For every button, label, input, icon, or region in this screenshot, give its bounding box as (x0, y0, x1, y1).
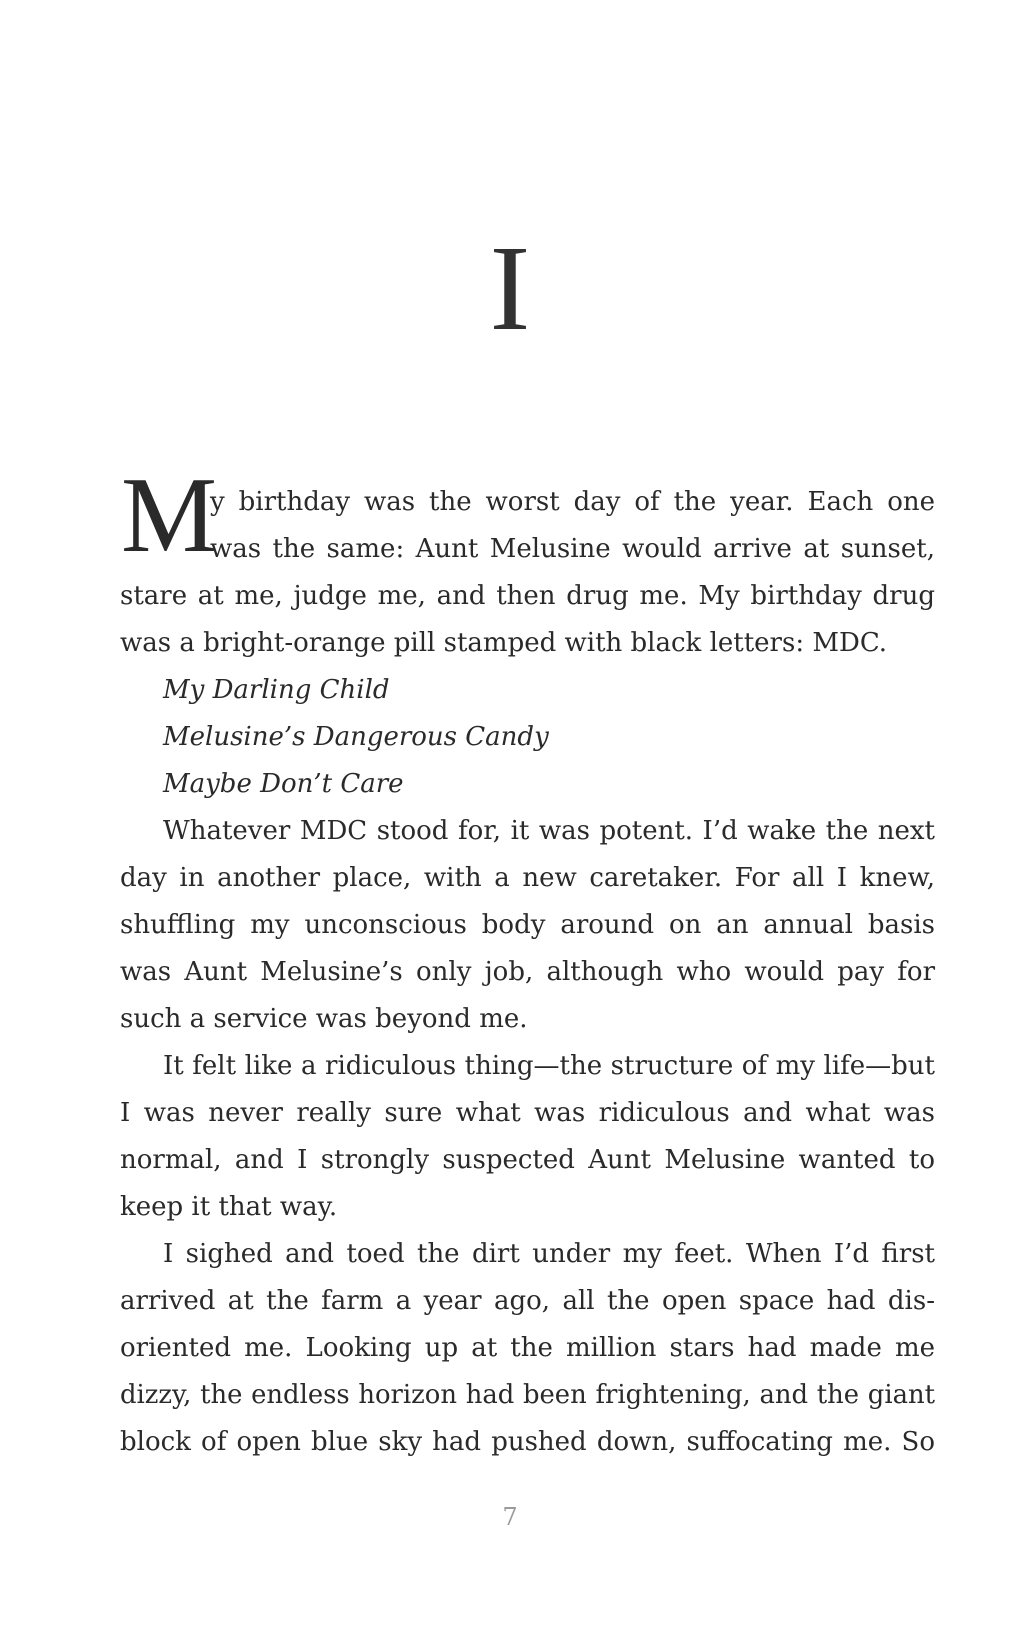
chapter-number: I (489, 221, 531, 356)
text-line-4: was a bright-orange pill stamped with black letters: MDC. (120, 628, 888, 658)
chapter-body-text (120, 479, 935, 1466)
italic-line-3: Maybe Don’t Care (163, 769, 404, 799)
text-line-14: I was never really sure what was ridiculous and what was (120, 1098, 935, 1128)
text-line-10: shuffling my unconscious body around on an annual basis (120, 910, 935, 940)
drop-cap: M (121, 456, 218, 575)
text-line-21: block of open blue sky had pushed down, suffocating me. So (120, 1427, 935, 1457)
text-line-17: I sighed and toed the dirt under my feet. When I’d first (163, 1239, 935, 1269)
text-line-16: keep it that way. (120, 1192, 338, 1222)
text-line-8: Whatever MDC stood for, it was potent. I’d wake the next (163, 816, 935, 846)
italic-line-1: My Darling Child (163, 675, 390, 705)
text-line-2: was the same: Aunt Melusine would arrive at sunset, (210, 534, 935, 564)
italic-line-2: Melusine’s Dangerous Candy (163, 722, 549, 752)
text-line-20: dizzy, the endless horizon had been frightening, and the giant (120, 1380, 935, 1410)
text-line-13: It felt like a ridiculous thing—the structure of my life—but (163, 1051, 935, 1081)
text-line-18: arrived at the farm a year ago, all the open space had dis- (120, 1286, 935, 1316)
text-line-15: normal, and I strongly suspected Aunt Melusine wanted to (120, 1145, 935, 1175)
page-number: 7 (502, 1503, 518, 1531)
text-line-9: day in another place, with a new caretaker. For all I knew, (120, 863, 935, 893)
text-line-19: oriented me. Looking up at the million stars had made me (120, 1333, 935, 1363)
text-line-11: was Aunt Melusine’s only job, although who would pay for (120, 957, 935, 987)
text-line-1: y birthday was the worst day of the year. Each one (210, 487, 935, 517)
text-line-3: stare at me, judge me, and then drug me. My birthday drug (120, 581, 935, 611)
text-line-12: such a service was beyond me. (120, 1004, 528, 1034)
